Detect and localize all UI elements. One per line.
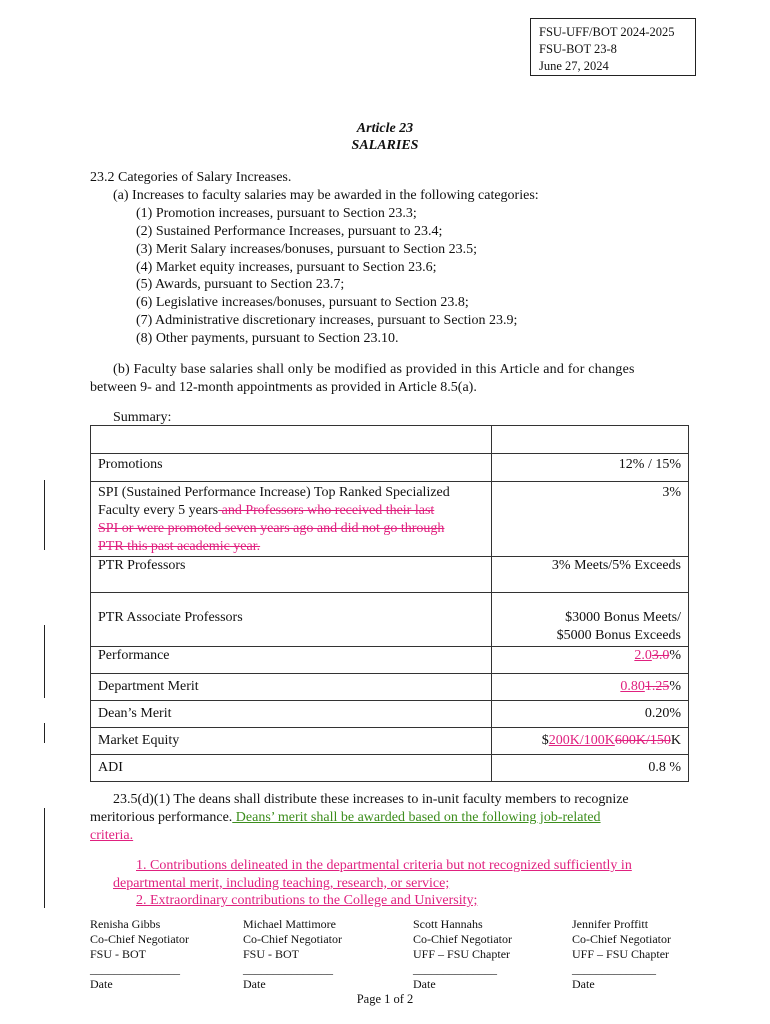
table-row (91, 482, 689, 557)
spi-label-line-2: Faculty every 5 years (98, 503, 219, 518)
revision-bar (44, 808, 45, 908)
signature-block (243, 917, 342, 992)
signature-line: _______________ (243, 962, 333, 976)
value-suffix: % (669, 679, 681, 694)
revision-bar (44, 723, 45, 743)
revision-bar (44, 480, 45, 550)
article-title: Article 23 (356, 121, 414, 136)
inserted-text: 0.80 (620, 679, 645, 694)
date-label: Date (243, 977, 266, 991)
row-value: 3% Meets/5% Exceeds (492, 557, 689, 593)
table-row (91, 557, 689, 593)
list-item: (7) Administrative discretionary increases, pursuant to Section 23.9; (136, 313, 518, 328)
paragraph-b-line-2: between 9- and 12-month appointments as provided in Article 8.5(a). (90, 380, 477, 395)
spi-label (91, 482, 492, 557)
signatory-name: Renisha Gibbs (90, 917, 161, 931)
list-item: (4) Market equity increases, pursuant to Section 23.6; (136, 260, 437, 275)
signatory-title: Co-Chief Negotiator (90, 932, 189, 946)
list-item: (3) Merit Salary increases/bonuses, pursuant to Section 23.5; (136, 242, 477, 257)
row-value (492, 647, 689, 674)
signatory-title: Co-Chief Negotiator (243, 932, 342, 946)
signature-block (413, 917, 512, 992)
deleted-text: SPI or were promoted seven years ago and did not go through (98, 521, 445, 536)
deleted-text: PTR this past academic year. (98, 539, 261, 554)
ptr-assoc-value-2: $5000 Bonus Exceeds (556, 628, 681, 643)
signature-line: _______________ (90, 962, 180, 976)
row-label: Department Merit (91, 674, 492, 701)
deleted-text: 600K/150 (614, 733, 671, 748)
table-row (91, 674, 689, 701)
list-item: (8) Other payments, pursuant to Section 23.10. (136, 331, 399, 346)
date-label: Date (413, 977, 436, 991)
table-row (91, 454, 689, 482)
table-row (91, 426, 689, 454)
paragraph-a: (a) Increases to faculty salaries may be awarded in the following categories: (113, 188, 539, 203)
criteria-1-line-1: 1. Contributions delineated in the departmental criteria but not recognized sufficiently in (136, 858, 632, 873)
signatory-org: FSU - BOT (90, 947, 147, 961)
signature-line: ______________ (572, 962, 656, 976)
page-number: Page 1 of 2 (356, 992, 414, 1006)
doc-id-line-1: FSU-UFF/BOT 2024-2025 (539, 25, 675, 39)
table-cell-empty (91, 426, 492, 454)
row-label: PTR Associate Professors (91, 593, 492, 647)
document-id-box (530, 18, 696, 76)
deleted-text: 1.25 (644, 679, 670, 694)
revision-bar (44, 625, 45, 698)
inserted-text: Deans’ merit shall be awarded based on the following job-related (232, 810, 601, 825)
signature-block (90, 917, 189, 992)
table-row (91, 755, 689, 782)
table-cell-empty (492, 426, 689, 454)
row-label: Promotions (91, 454, 492, 482)
row-value (492, 728, 689, 755)
signatory-org: FSU - BOT (243, 947, 300, 961)
table-row (91, 647, 689, 674)
deleted-text: 3.0 (651, 648, 670, 663)
list-item: (6) Legislative increases/bonuses, pursuant to Section 23.8; (136, 295, 469, 310)
list-item: (2) Sustained Performance Increases, pursuant to 23.4; (136, 224, 443, 239)
doc-date: June 27, 2024 (539, 59, 609, 73)
date-label: Date (572, 977, 595, 991)
row-label: ADI (91, 755, 492, 782)
row-value: 0.20% (492, 701, 689, 728)
para-235-line-2 (90, 810, 601, 826)
value-suffix: K (670, 733, 681, 748)
para-235-line-1: 23.5(d)(1) The deans shall distribute these increases to in-unit faculty members to recognize (113, 792, 629, 807)
summary-table (90, 425, 689, 782)
spi-value-text: 3% (662, 485, 681, 500)
spi-value (492, 482, 689, 557)
value-suffix: % (669, 648, 681, 663)
row-value (492, 674, 689, 701)
spi-label-line-1: SPI (Sustained Performance Increase) Top Ranked Specialized (98, 485, 450, 500)
list-item: (1) Promotion increases, pursuant to Section 23.3; (136, 206, 417, 221)
signatory-org: UFF – FSU Chapter (413, 947, 511, 961)
criteria-1-line-2: departmental merit, including teaching, research, or service; (113, 876, 450, 891)
row-label: Performance (91, 647, 492, 674)
deleted-text: and Professors who received their last (218, 503, 435, 518)
list-item: (5) Awards, pursuant to Section 23.7; (136, 277, 345, 292)
criteria-2: 2. Extraordinary contributions to the College and University; (136, 893, 478, 908)
summary-label: Summary: (113, 410, 172, 425)
table-row (91, 728, 689, 755)
ptr-assoc-value-1: $3000 Bonus Meets/ (565, 610, 681, 625)
section-heading: 23.2 Categories of Salary Increases. (90, 170, 292, 185)
paragraph-b-line-1: (b) Faculty base salaries shall only be modified as provided in this Article and for changes (113, 362, 635, 377)
table-row (91, 701, 689, 728)
signatory-name: Michael Mattimore (243, 917, 336, 931)
signatory-name: Jennifer Proffitt (572, 917, 649, 931)
signatory-name: Scott Hannahs (413, 917, 483, 931)
row-label: Market Equity (91, 728, 492, 755)
signatory-org: UFF – FSU Chapter (572, 947, 670, 961)
article-subtitle: SALARIES (351, 138, 419, 153)
value-prefix: $ (541, 733, 549, 748)
row-value: 12% / 15% (492, 454, 689, 482)
para-235-text: meritorious performance. (90, 810, 233, 825)
row-label: PTR Professors (91, 557, 492, 593)
doc-id-line-2: FSU-BOT 23-8 (539, 42, 617, 56)
date-label: Date (90, 977, 113, 991)
para-235-line-3: criteria. (90, 828, 134, 843)
inserted-text: 2.0 (634, 648, 652, 663)
row-value (492, 593, 689, 647)
row-label: Dean’s Merit (91, 701, 492, 728)
row-value: 0.8 % (492, 755, 689, 782)
signature-line: ______________ (413, 962, 497, 976)
signatory-title: Co-Chief Negotiator (572, 932, 671, 946)
inserted-text: 200K/100K (548, 733, 615, 748)
signatory-title: Co-Chief Negotiator (413, 932, 512, 946)
signature-block (572, 917, 671, 992)
table-row (91, 593, 689, 647)
